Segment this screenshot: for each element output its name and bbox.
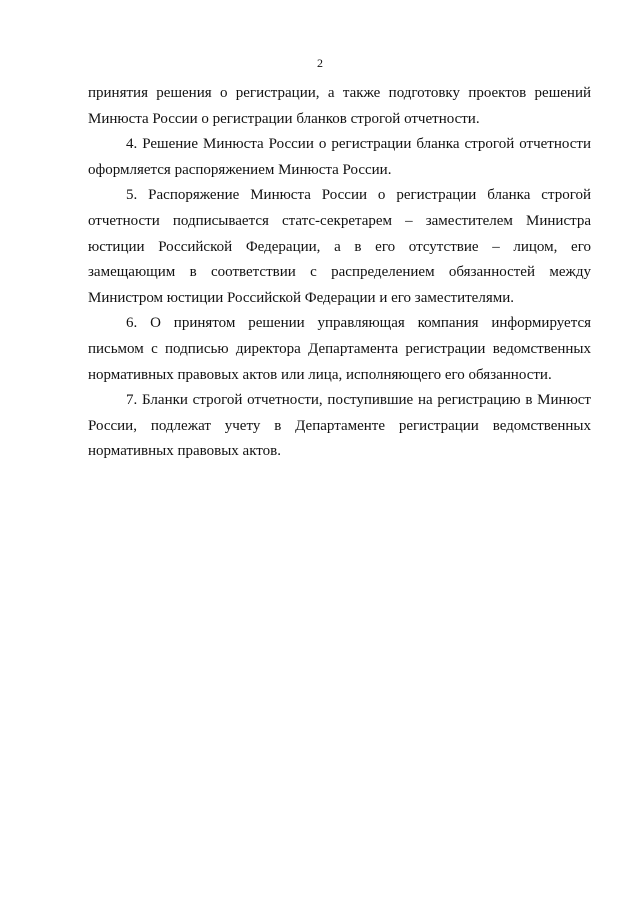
text-line: оформляется распоряжением Минюста России.	[88, 161, 392, 178]
text-line: замещающим в соответствии с распределением обязанностей между	[88, 264, 591, 281]
text-line: письмом с подписью директора Департамента регистрации ведомственных	[88, 340, 591, 357]
text-line: Министром юстиции Российской Федерации и его заместителями.	[88, 289, 514, 306]
text-line: 7. Бланки строгой отчетности, поступившие на регистрацию в Минюст	[126, 392, 591, 409]
text-line: нормативных правовых актов или лица, исполняющего его обязанности.	[88, 366, 552, 383]
text-line: юстиции Российской Федерации, а в его отсутствие – лицом, его	[88, 238, 591, 255]
text-line: 5. Распоряжение Минюста России о регистрации бланка строгой	[126, 187, 591, 204]
text-line: принятия решения о регистрации, а также подготовку проектов решений	[88, 85, 591, 101]
text-line: Минюста России о регистрации бланков строгой отчетности.	[88, 110, 480, 127]
document-body	[88, 81, 591, 465]
text-line: нормативных правовых актов.	[88, 443, 281, 460]
text-line: отчетности подписывается статс-секретарем – заместителем Министра	[88, 212, 591, 229]
page-number: 2	[317, 56, 323, 70]
text-line: 6. О принятом решении управляющая компания информируется	[126, 315, 591, 332]
text-line: 4. Решение Минюста России о регистрации бланка строгой отчетности	[126, 136, 591, 153]
text-line: России, подлежат учету в Департаменте регистрации ведомственных	[88, 417, 591, 434]
